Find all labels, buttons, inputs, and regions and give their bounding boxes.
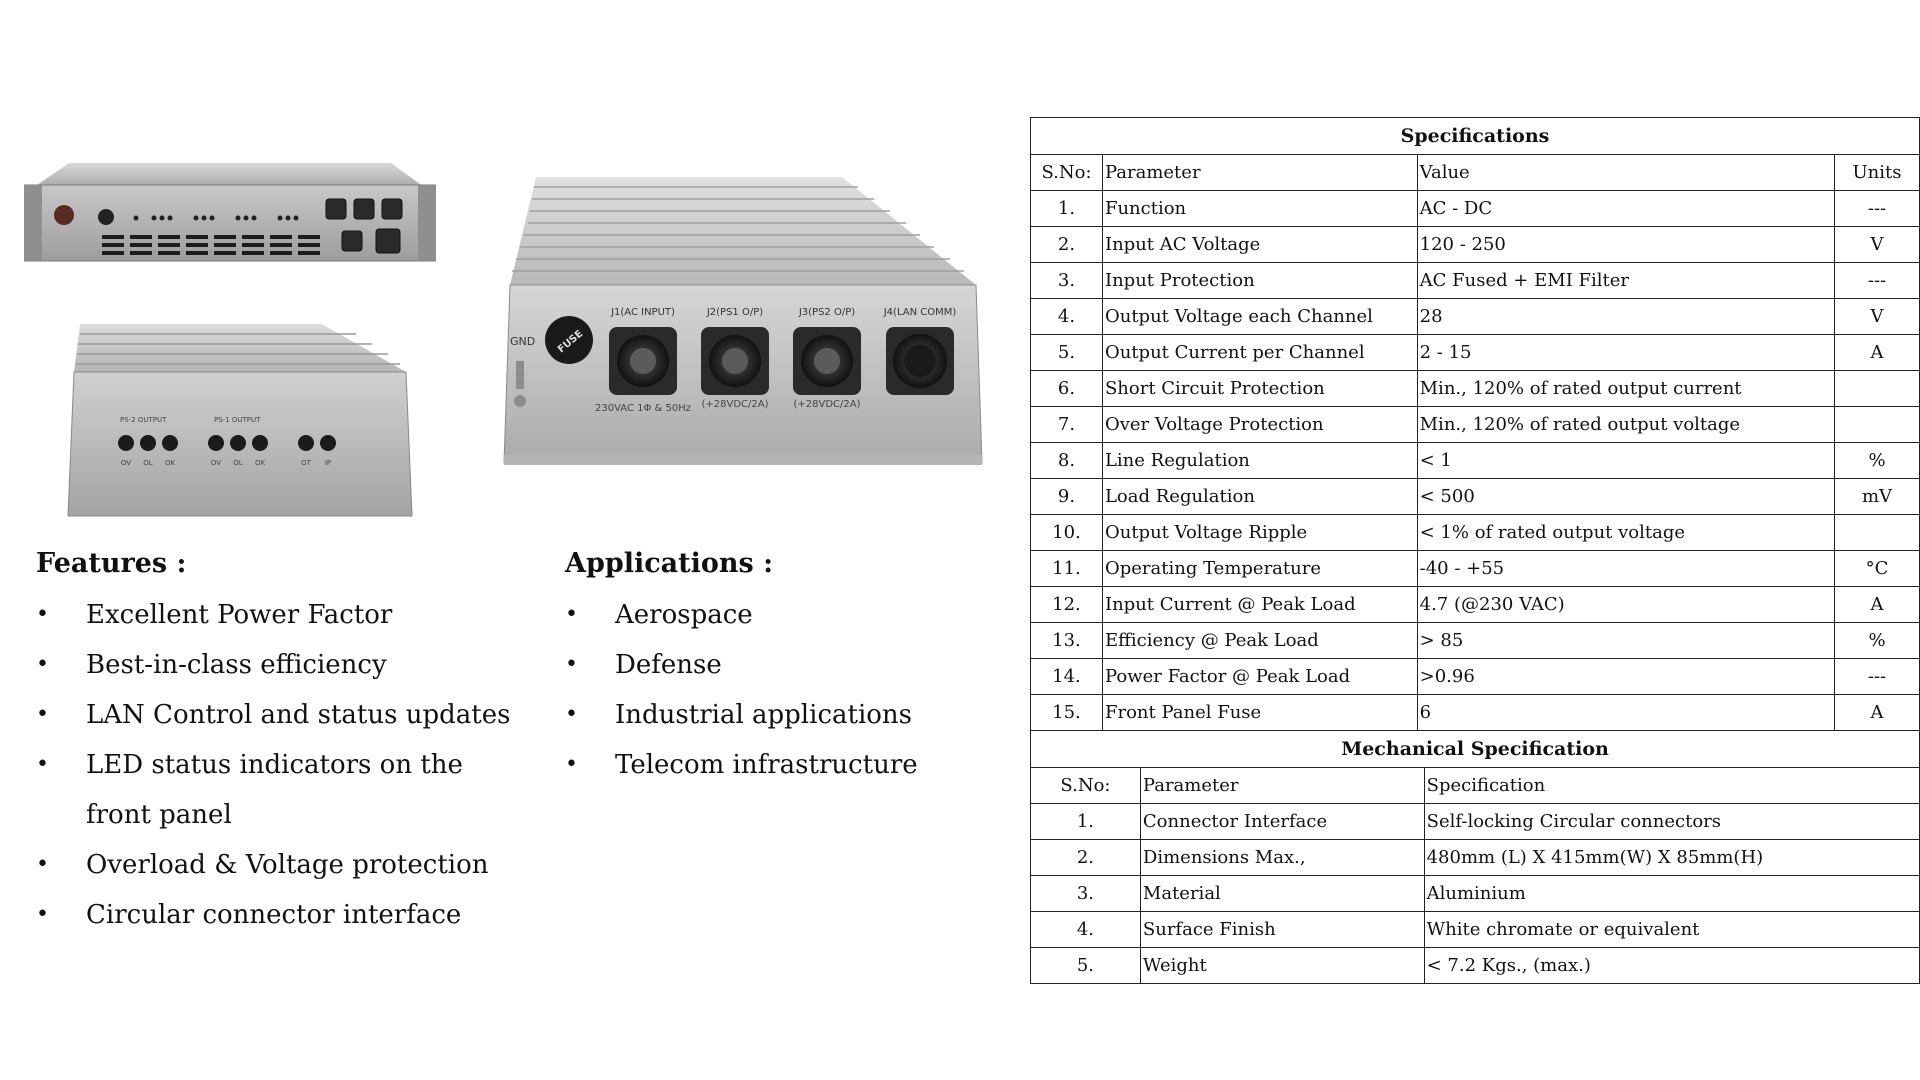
cell-sno: 11.	[1031, 551, 1103, 587]
cell-value: -40 - +55	[1417, 551, 1834, 587]
header-units: Units	[1835, 155, 1920, 191]
cell-sno: 1.	[1031, 803, 1141, 839]
list-item: • LAN Control and status updates	[36, 690, 516, 740]
cell-value: 6	[1417, 695, 1834, 731]
cell-sno: 2.	[1031, 839, 1141, 875]
cell-value: < 1	[1417, 443, 1834, 479]
table-row	[1031, 623, 1920, 659]
cell-parameter: Load Regulation	[1102, 479, 1417, 515]
led-label: OK	[254, 459, 266, 467]
header-param: Parameter	[1102, 155, 1417, 191]
cell-units: %	[1835, 623, 1920, 659]
cell-units: A	[1835, 335, 1920, 371]
cell-specification: Aluminium	[1424, 875, 1919, 911]
cell-units: ---	[1835, 263, 1920, 299]
table-row	[1031, 227, 1920, 263]
connector-j3-rating: (+28VDC/2A)	[793, 399, 861, 410]
cell-units: A	[1835, 587, 1920, 623]
header-sno: S.No:	[1031, 155, 1103, 191]
cell-parameter: Operating Temperature	[1102, 551, 1417, 587]
applications-heading: Applications :	[565, 548, 774, 579]
cell-parameter: Output Current per Channel	[1102, 335, 1417, 371]
cell-sno: 4.	[1031, 299, 1103, 335]
led-label: IP	[324, 459, 332, 467]
list-item: • LED status indicators on the front panel	[36, 740, 516, 840]
specifications-title: Specifications	[1031, 118, 1920, 155]
list-item: • Circular connector interface	[36, 890, 516, 940]
cell-value: AC Fused + EMI Filter	[1417, 263, 1834, 299]
cell-parameter: Function	[1102, 191, 1417, 227]
cell-units: °C	[1835, 551, 1920, 587]
cell-value: 28	[1417, 299, 1834, 335]
cell-sno: 6.	[1031, 371, 1103, 407]
cell-parameter: Surface Finish	[1140, 911, 1424, 947]
list-item: • Defense	[565, 640, 965, 690]
rack-unit-photo	[24, 155, 436, 265]
cell-parameter: Output Voltage each Channel	[1102, 299, 1417, 335]
table-row	[1031, 947, 1920, 983]
cell-parameter: Front Panel Fuse	[1102, 695, 1417, 731]
table-row	[1031, 911, 1920, 947]
table-row	[1031, 839, 1920, 875]
cell-units: ---	[1835, 659, 1920, 695]
cell-parameter: Efficiency @ Peak Load	[1102, 623, 1417, 659]
mechanical-body	[1031, 803, 1920, 983]
cell-specification: Self-locking Circular connectors	[1424, 803, 1919, 839]
spec-tables	[1030, 117, 1920, 984]
cell-sno: 4.	[1031, 911, 1141, 947]
table-row	[1031, 371, 1920, 407]
cell-units	[1835, 515, 1920, 551]
cell-parameter: Power Factor @ Peak Load	[1102, 659, 1417, 695]
connector-j3-label: J3(PS2 O/P)	[798, 307, 856, 318]
table-row	[1031, 515, 1920, 551]
features-heading: Features :	[36, 548, 187, 579]
connector-j2-label: J2(PS1 O/P)	[706, 307, 764, 318]
cell-specification: 480mm (L) X 415mm(W) X 85mm(H)	[1424, 839, 1919, 875]
ps2-output-label: PS-2 OUTPUT	[120, 416, 167, 424]
table-row	[1031, 479, 1920, 515]
cell-value: 120 - 250	[1417, 227, 1834, 263]
list-item: • Telecom infrastructure	[565, 740, 965, 790]
table-row	[1031, 587, 1920, 623]
cell-sno: 10.	[1031, 515, 1103, 551]
cell-sno: 12.	[1031, 587, 1103, 623]
list-item: • Industrial applications	[565, 690, 965, 740]
table-row	[1031, 659, 1920, 695]
cell-parameter: Connector Interface	[1140, 803, 1424, 839]
table-row	[1031, 551, 1920, 587]
cell-sno: 15.	[1031, 695, 1103, 731]
cell-value: 4.7 (@230 VAC)	[1417, 587, 1834, 623]
cell-sno: 5.	[1031, 335, 1103, 371]
cell-specification: White chromate or equivalent	[1424, 911, 1919, 947]
connector-j1-rating: 230VAC 1Φ & 50Hz	[595, 403, 691, 414]
table-row	[1031, 263, 1920, 299]
list-item: • Excellent Power Factor	[36, 590, 516, 640]
cell-value: < 500	[1417, 479, 1834, 515]
specifications-table	[1030, 117, 1920, 731]
led-label: OV	[210, 459, 222, 467]
table-row	[1031, 875, 1920, 911]
cell-sno: 5.	[1031, 947, 1141, 983]
table-row	[1031, 407, 1920, 443]
header-value: Value	[1417, 155, 1834, 191]
table-row	[1031, 443, 1920, 479]
cell-value: >0.96	[1417, 659, 1834, 695]
cell-specification: < 7.2 Kgs., (max.)	[1424, 947, 1919, 983]
cell-sno: 2.	[1031, 227, 1103, 263]
mechanical-table	[1030, 730, 1920, 984]
cell-units: V	[1835, 227, 1920, 263]
cell-units: %	[1835, 443, 1920, 479]
cell-units	[1835, 407, 1920, 443]
ps1-output-label: PS-1 OUTPUT	[214, 416, 261, 424]
table-row	[1031, 191, 1920, 227]
cell-sno: 1.	[1031, 191, 1103, 227]
connector-j1-label: J1(AC INPUT)	[611, 307, 675, 318]
fuse-label: FUSE	[555, 328, 586, 356]
list-item: • Overload & Voltage protection	[36, 840, 516, 890]
cell-parameter: Input Current @ Peak Load	[1102, 587, 1417, 623]
cell-parameter: Input AC Voltage	[1102, 227, 1417, 263]
cell-units: mV	[1835, 479, 1920, 515]
gnd-label: GND	[510, 335, 536, 348]
cell-units	[1835, 371, 1920, 407]
cell-sno: 8.	[1031, 443, 1103, 479]
header-sno: S.No:	[1031, 767, 1141, 803]
list-item: • Aerospace	[565, 590, 965, 640]
small-enclosure-photo	[66, 320, 418, 520]
led-label: OL	[233, 459, 243, 467]
led-label: OT	[301, 459, 311, 467]
header-param: Parameter	[1140, 767, 1424, 803]
large-enclosure-photo	[502, 175, 984, 470]
cell-sno: 9.	[1031, 479, 1103, 515]
cell-parameter: Material	[1140, 875, 1424, 911]
cell-units: ---	[1835, 191, 1920, 227]
mechanical-title: Mechanical Specification	[1031, 730, 1920, 767]
led-label: OL	[143, 459, 153, 467]
cell-value: Min., 120% of rated output voltage	[1417, 407, 1834, 443]
table-header-row	[1031, 767, 1920, 803]
cell-units: A	[1835, 695, 1920, 731]
header-spec: Specification	[1424, 767, 1919, 803]
cell-parameter: Short Circuit Protection	[1102, 371, 1417, 407]
cell-parameter: Output Voltage Ripple	[1102, 515, 1417, 551]
cell-value: > 85	[1417, 623, 1834, 659]
cell-sno: 3.	[1031, 263, 1103, 299]
cell-sno: 3.	[1031, 875, 1141, 911]
cell-sno: 14.	[1031, 659, 1103, 695]
connector-j4-label: J4(LAN COMM)	[883, 307, 957, 318]
cell-value: 2 - 15	[1417, 335, 1834, 371]
table-header-row	[1031, 155, 1920, 191]
cell-units: V	[1835, 299, 1920, 335]
cell-sno: 13.	[1031, 623, 1103, 659]
cell-sno: 7.	[1031, 407, 1103, 443]
cell-value: AC - DC	[1417, 191, 1834, 227]
led-label: OK	[164, 459, 176, 467]
table-row	[1031, 335, 1920, 371]
specifications-body	[1031, 191, 1920, 731]
applications-list	[565, 590, 965, 790]
cell-parameter: Dimensions Max.,	[1140, 839, 1424, 875]
table-row	[1031, 803, 1920, 839]
cell-parameter: Line Regulation	[1102, 443, 1417, 479]
connector-j2-rating: (+28VDC/2A)	[701, 399, 769, 410]
cell-parameter: Weight	[1140, 947, 1424, 983]
led-label: OV	[120, 459, 132, 467]
cell-parameter: Input Protection	[1102, 263, 1417, 299]
table-row	[1031, 695, 1920, 731]
cell-value: < 1% of rated output voltage	[1417, 515, 1834, 551]
features-list	[36, 590, 516, 940]
cell-value: Min., 120% of rated output current	[1417, 371, 1834, 407]
cell-parameter: Over Voltage Protection	[1102, 407, 1417, 443]
table-row	[1031, 299, 1920, 335]
list-item: • Best-in-class efficiency	[36, 640, 516, 690]
